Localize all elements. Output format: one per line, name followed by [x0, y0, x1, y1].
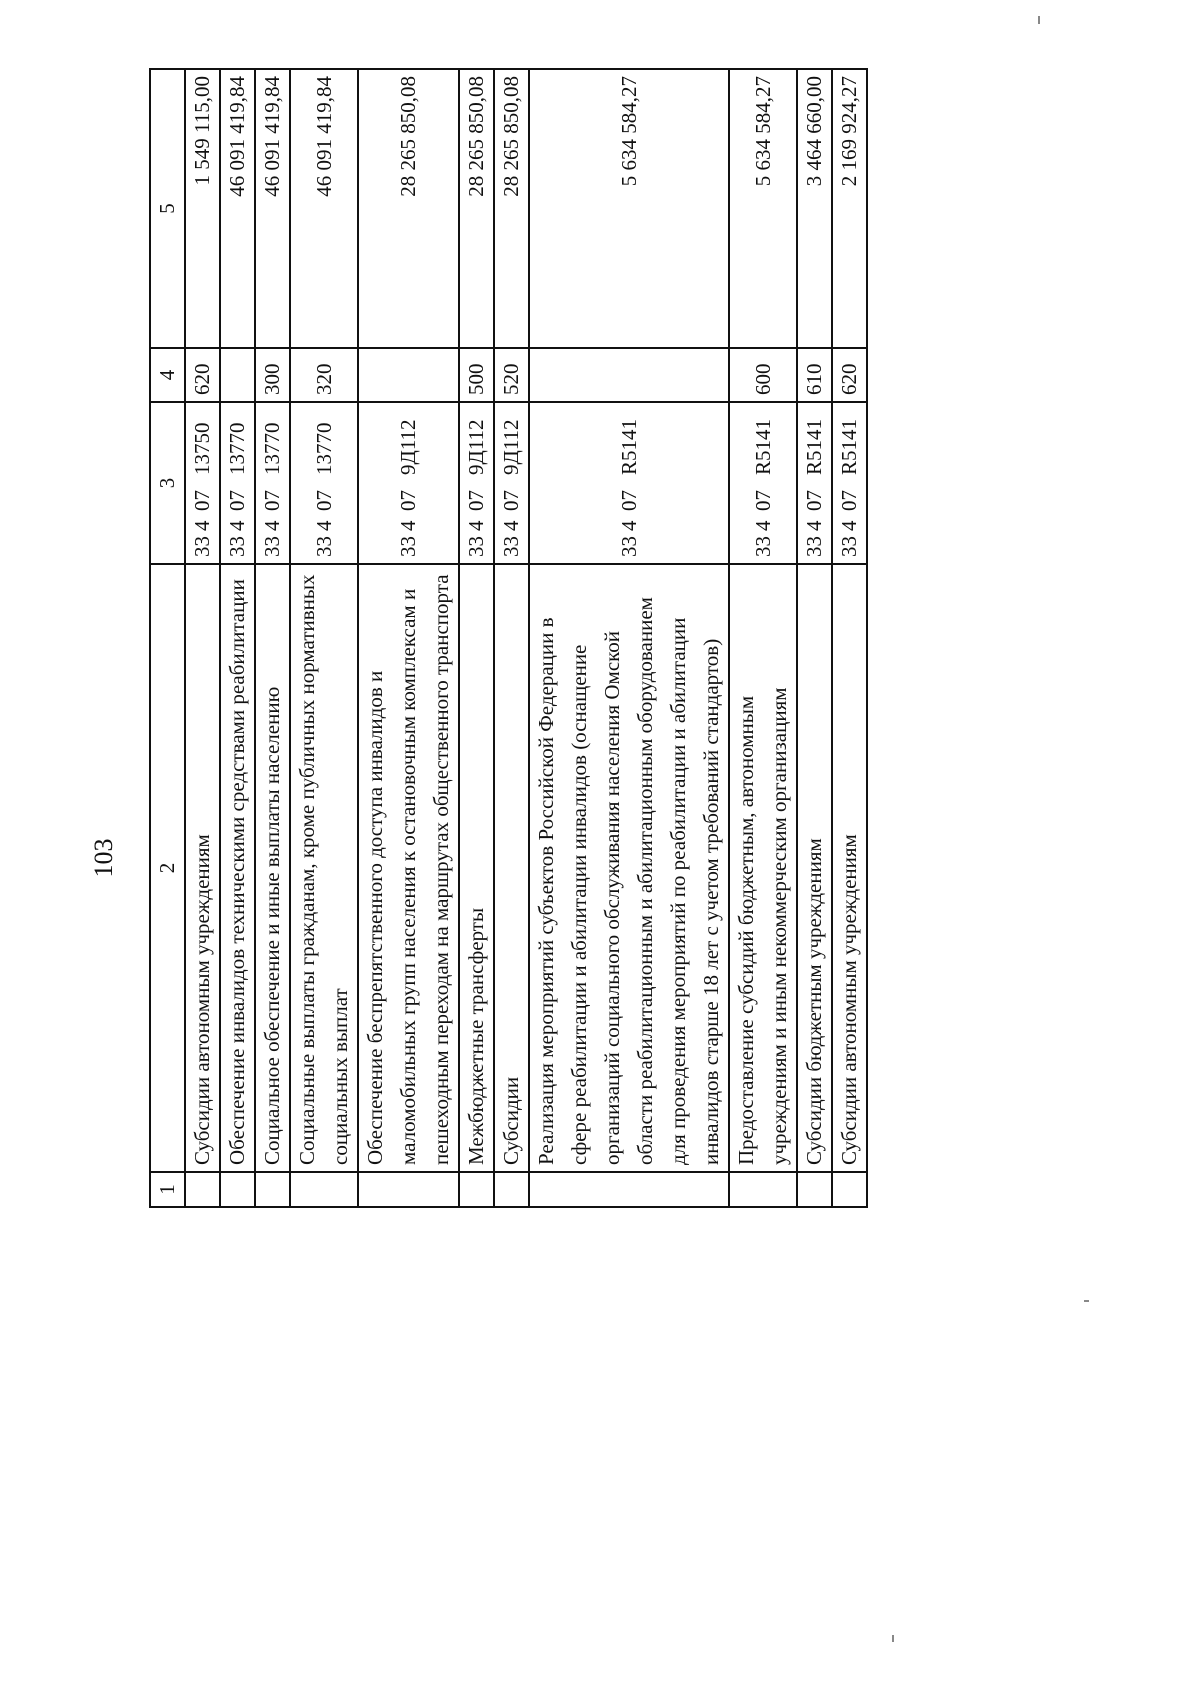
code-part: 9Д112 [499, 419, 523, 475]
cell-amount: 46 091 419,84 [290, 69, 358, 348]
code-part: 4 [260, 520, 284, 531]
cell-amount: 1 549 115,00 [185, 69, 220, 348]
cell-description: Межбюджетные трансферты [459, 564, 494, 1172]
table-row [797, 69, 832, 1207]
cell-target-code [832, 402, 867, 564]
cell-expense-type: 600 [729, 348, 797, 402]
cell-number [185, 1172, 220, 1207]
cell-number [290, 1172, 358, 1207]
code-part: 4 [311, 520, 336, 531]
table-row [529, 69, 729, 1207]
code-part: 07 [750, 490, 775, 511]
code-part: 07 [837, 490, 861, 511]
budget-table [149, 68, 868, 1208]
cell-target-code [255, 402, 290, 564]
code-part: 07 [499, 490, 523, 511]
header-col-4: 4 [150, 348, 185, 402]
code-part: 4 [396, 520, 420, 531]
cell-expense-type: 520 [494, 348, 529, 402]
header-col-5: 5 [150, 69, 185, 348]
cell-target-code [729, 402, 797, 564]
table-rotation-wrapper [149, 70, 891, 1208]
cell-description: Субсидии автономным учреждениям [832, 564, 867, 1172]
code-part: 33 [260, 536, 284, 557]
code-part: 13770 [260, 422, 284, 475]
code-part: 33 [616, 536, 641, 557]
code-part: 4 [225, 520, 249, 531]
code-part: 33 [837, 536, 861, 557]
table-body [185, 69, 867, 1207]
cell-amount: 2 169 924,27 [832, 69, 867, 348]
cell-expense-type: 500 [459, 348, 494, 402]
code-part: 07 [260, 490, 284, 511]
code-part: R5141 [750, 418, 775, 475]
cell-number [220, 1172, 255, 1207]
table-row [358, 69, 459, 1207]
table-row [459, 69, 494, 1207]
code-part: 07 [464, 490, 488, 511]
cell-amount: 28 265 850,08 [358, 69, 459, 348]
code-part: 4 [616, 520, 641, 531]
cell-amount: 5 634 584,27 [729, 69, 797, 348]
cell-target-code [220, 402, 255, 564]
table-row [255, 69, 290, 1207]
header-row [150, 69, 185, 1207]
cell-number [797, 1172, 832, 1207]
cell-expense-type: 620 [185, 348, 220, 402]
code-part: 13770 [225, 422, 249, 475]
code-part: R5141 [616, 418, 641, 475]
scan-mark [892, 1635, 894, 1642]
code-part: 13750 [190, 422, 214, 475]
code-part: 4 [837, 520, 861, 531]
cell-number [529, 1172, 729, 1207]
cell-amount: 5 634 584,27 [529, 69, 729, 348]
cell-description: Субсидии автономным учреждениям [185, 564, 220, 1172]
code-part: 33 [750, 536, 775, 557]
cell-number [832, 1172, 867, 1207]
cell-target-code [797, 402, 832, 564]
code-part: 07 [190, 490, 214, 511]
cell-amount: 3 464 660,00 [797, 69, 832, 348]
table-row [494, 69, 529, 1207]
table-row [729, 69, 797, 1207]
code-part: 33 [396, 536, 420, 557]
code-part: 07 [225, 490, 249, 511]
cell-description: Субсидии [494, 564, 529, 1172]
cell-target-code [494, 402, 529, 564]
cell-description: Социальное обеспечение и иные выплаты населению [255, 564, 290, 1172]
code-part: 4 [464, 520, 488, 531]
code-part: 33 [802, 536, 826, 557]
cell-number [255, 1172, 290, 1207]
code-part: 07 [396, 490, 420, 511]
cell-number [358, 1172, 459, 1207]
code-part: 9Д112 [464, 419, 488, 475]
code-part: R5141 [837, 418, 861, 475]
cell-target-code [185, 402, 220, 564]
page-number: 103 [89, 838, 118, 878]
code-part: 33 [311, 536, 336, 557]
cell-target-code [290, 402, 358, 564]
cell-amount: 28 265 850,08 [459, 69, 494, 348]
cell-description: Обеспечение беспрепятственного доступа инвалидов и маломобильных групп населения к остановочным комплексам и пешеходным переходам на маршрутах общественного транспорта [358, 564, 459, 1172]
cell-expense-type: 300 [255, 348, 290, 402]
table-row [290, 69, 358, 1207]
code-part: R5141 [802, 418, 826, 475]
header-col-2: 2 [150, 564, 185, 1172]
cell-amount: 46 091 419,84 [220, 69, 255, 348]
cell-description: Субсидии бюджетным учреждениям [797, 564, 832, 1172]
code-part: 07 [616, 490, 641, 511]
code-part: 9Д112 [396, 419, 420, 475]
cell-number [459, 1172, 494, 1207]
code-part: 13770 [311, 422, 336, 475]
table-row [220, 69, 255, 1207]
cell-expense-type: 320 [290, 348, 358, 402]
cell-expense-type [220, 348, 255, 402]
code-part: 4 [190, 520, 214, 531]
cell-target-code [529, 402, 729, 564]
code-part: 33 [225, 536, 249, 557]
cell-amount: 28 265 850,08 [494, 69, 529, 348]
scan-mark [1084, 1300, 1089, 1302]
cell-description: Реализация мероприятий субъектов Российской Федерации в сфере реабилитации и абилитации инвалидов (оснащение организаций социального обслуживания населения Омской области реабилитационным и абилитационным оборудованием для проведения мероприятий по реабилитации и абилитации инвалидов старше 18 лет с учетом требований стандартов) [529, 564, 729, 1172]
header-col-1: 1 [150, 1172, 185, 1207]
cell-number [729, 1172, 797, 1207]
cell-target-code [358, 402, 459, 564]
code-part: 33 [499, 536, 523, 557]
cell-target-code [459, 402, 494, 564]
cell-expense-type [358, 348, 459, 402]
table-header [150, 69, 185, 1207]
code-part: 07 [802, 490, 826, 511]
cell-expense-type: 610 [797, 348, 832, 402]
scan-mark [1038, 16, 1040, 24]
code-part: 33 [464, 536, 488, 557]
cell-description: Социальные выплаты гражданам, кроме публичных нормативных социальных выплат [290, 564, 358, 1172]
cell-description: Обеспечение инвалидов техническими средствами реабилитации [220, 564, 255, 1172]
cell-expense-type: 620 [832, 348, 867, 402]
code-part: 33 [190, 536, 214, 557]
cell-number [494, 1172, 529, 1207]
code-part: 4 [499, 520, 523, 531]
table-row [832, 69, 867, 1207]
cell-expense-type [529, 348, 729, 402]
header-col-3: 3 [150, 402, 185, 564]
code-part: 07 [311, 490, 336, 511]
cell-description: Предоставление субсидий бюджетным, автономным учреждениям и иным некоммерческим организациям [729, 564, 797, 1172]
cell-amount: 46 091 419,84 [255, 69, 290, 348]
table-row [185, 69, 220, 1207]
code-part: 4 [750, 520, 775, 531]
code-part: 4 [802, 520, 826, 531]
